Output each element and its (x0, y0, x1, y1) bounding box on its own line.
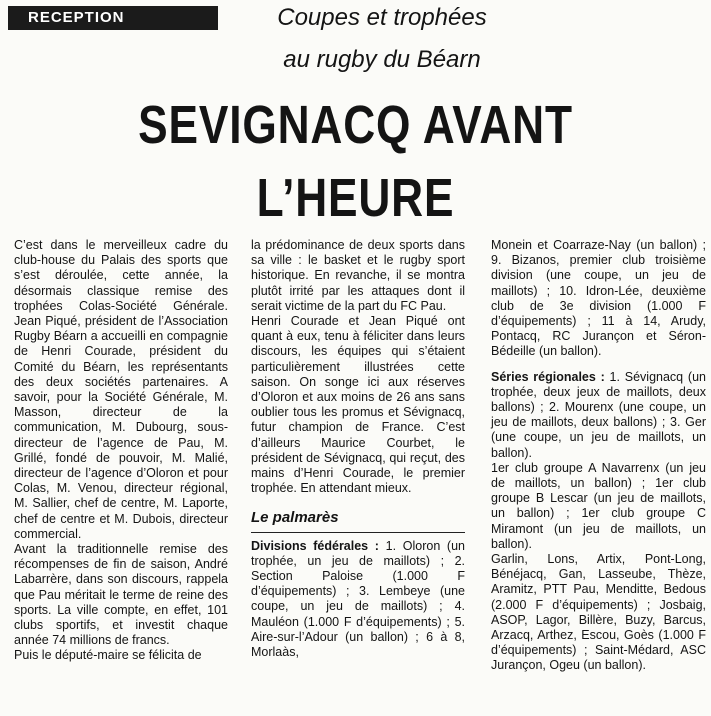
federales-text: 1. Oloron (un trophée, un jeu de maillots) ; 2. Section Paloise (1.000 F d’équipements) ; 3. Lembeye (une coupe, un jeu de maillots) ; 4. Mauléon (1.000 F d’équipements) ; 5. Aire-sur-l’Adour (un ballon) ; 6 à 8, Morlaàs, (251, 538, 466, 660)
palmares-heading: Le palmarès (251, 510, 465, 532)
paragraph-depute: Puis le député-maire se félicita de (14, 648, 202, 663)
regionales-label: Séries régionales : (491, 369, 605, 384)
federales-label: Divisions fédérales : (251, 538, 379, 553)
palmares-continued: Monein et Coarraze-Nay (un ballon) ; 9. Bizanos, premier club troisième division (une coupe, un jeu de maillots) ; 10. Idron-Lée, deuxième club de 3e division (1.000 F d’équipements) ; 11 à 14, Arudy, Pontacq, RC Jurançon et Séron-Bédeille (un ballon). (491, 238, 706, 359)
article-column-3 (491, 238, 706, 674)
kicker-line-1: Coupes et trophées (277, 4, 487, 31)
paragraph-labarrere: Avant la traditionnelle remise des récompenses de fin de saison, André Labarrère, dans son discours, rappela que Pau méritait le terme de reine des sports. La ville compte, en effet, 101 clubs sportifs, et investit chaque année 74 millions de francs. (14, 542, 228, 648)
regionales-text: 1. Sévignacq (un trophée, deux jeux de maillots, deux ballons) ; 2. Mourenx (une coupe, un jeu de maillots, deux ballons) ; 3. Ger (une coupe, un jeu de maillots, un ballon). (491, 369, 706, 460)
headline-line-2: L’HEURE (256, 168, 455, 228)
kicker-line-2: au rugby du Béarn (283, 46, 481, 73)
palmares-federales (251, 539, 465, 661)
paragraph-intro: C’est dans le merveilleux cadre du club-house du Palais des sports que s’est déroulée, cette année, la désormais classique remise des trophées Colas-Société Générale. Jean Piqué, président de l’Association Rugby Béarn a accueilli en compagnie de Henri Courade, président du Comité du Béarn, les représentants des deux sociétés partenaires. A savoir, pour la Société Générale, M. Masson, directeur de la communication, M. Dubourg, sous-directeur de l’agence de Pau, M. Grillé, fondé de pouvoir, M. Malié, directeur de l’agence d’Oloron et pour Colas, M. Venou, directeur régional, M. Sallier, chef de centre, M. Laporte, chef de centre et M. Dubois, directeur commercial. (14, 238, 228, 541)
palmares-regionales (491, 370, 706, 461)
headline-line-1: SEVIGNACQ AVANT (138, 95, 573, 155)
section-rubric: RECEPTION (8, 6, 218, 30)
palmares-groups: 1er club groupe A Navarrenx (un jeu de maillots, un ballon) ; 1er club groupe B Lescar (un jeu de maillots, un ballon) ; 1er club groupe C Miramont (un jeu de maillots, un ballon). (491, 460, 706, 551)
article-column-1 (14, 238, 228, 664)
paragraph-sports: la prédominance de deux sports dans sa ville : le basket et le rugby sport historique. En revanche, il se montra plutôt irrité par les attaques dont il serait victime de la part du FC Pau. (251, 238, 465, 313)
palmares-others: Garlin, Lons, Artix, Pont-Long, Bénéjacq, Gan, Lasseube, Thèze, Aramitz, PTT Pau, Menditte, Bedous (2.000 F d’équipements) ; Josbaig, ASOP, Lagor, Billère, Buzy, Barcus, Arzacq, Arthez, Escou, Goès (1.000 F d’équipements) ; Saint-Médard, ASC Jurançon, Ogeu (un ballon). (491, 552, 706, 673)
paragraph-courade: Henri Courade et Jean Piqué ont quant à eux, tenu à féliciter dans leurs discours, les équipes qui s’étaient particulièrement illustrées cette saison. On songe ici aux réserves d’Oloron et aux moins de 26 ans sans oublier tous les promus et Sévignacq, futur champion de France. C’est d’ailleurs Maurice Courbet, le président de Sévignacq, qui reçut, des mains d’Henri Courade, le premier trophée. En attendant mieux. (251, 314, 465, 496)
article-column-2 (251, 238, 465, 660)
